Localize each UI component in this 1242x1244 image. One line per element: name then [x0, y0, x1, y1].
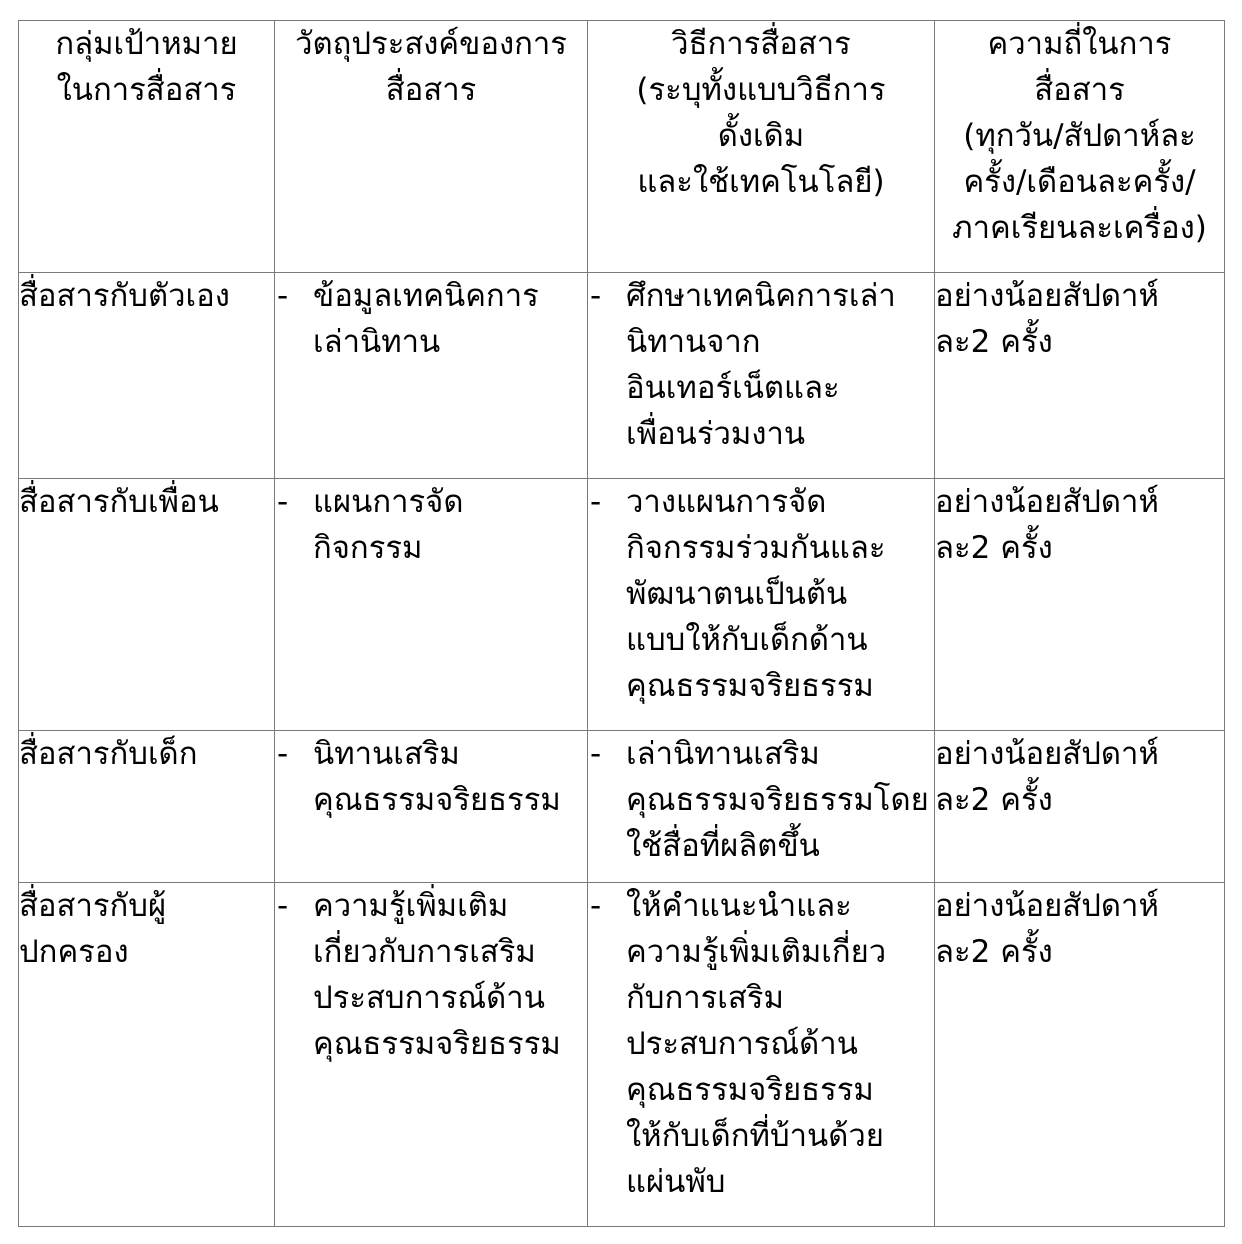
bullet-item: [275, 479, 587, 571]
target-cell: [19, 479, 275, 731]
cell-line: สื่อสารกับตัวเอง: [19, 278, 230, 314]
bullet-dash: -: [590, 888, 602, 924]
cell-line: แผ่นพับ: [626, 1164, 726, 1200]
cell-line: นิทานเสริม: [313, 736, 460, 772]
method-cell: [588, 273, 935, 479]
cell-line: คุณธรรมจริยธรรม: [313, 1026, 561, 1062]
cell-line: ศึกษาเทคนิคการเล่า: [626, 278, 896, 314]
header-line: วัตถุประสงค์ของการ: [295, 26, 567, 62]
header-line: ในการสื่อสาร: [56, 72, 237, 108]
cell-line: อย่างน้อยสัปดาห์: [935, 736, 1159, 772]
method-cell: [588, 479, 935, 731]
bullet-dash: -: [590, 278, 602, 314]
cell-line: อินเทอร์เน็ตและ: [626, 370, 840, 406]
cell-line: เล่านิทาน: [313, 324, 441, 360]
bullet-dash: -: [277, 888, 289, 924]
header-target-group: [19, 21, 275, 273]
cell-line: คุณธรรมจริยธรรม: [313, 782, 561, 818]
bullet-item: [275, 731, 587, 823]
cell-line: เกี่ยวกับการเสริม: [313, 934, 536, 970]
frequency-cell: [935, 273, 1225, 479]
cell-line: กิจกรรมร่วมกันและ: [626, 530, 886, 566]
table-row: [19, 273, 1225, 479]
cell-line: ละ2 ครั้ง: [935, 782, 1053, 818]
frequency-cell: [935, 479, 1225, 731]
cell-line: คุณธรรมจริยธรรม: [626, 1072, 874, 1108]
cell-line: ประสบการณ์ด้าน: [626, 1026, 858, 1062]
header-line: (ทุกวัน/สัปดาห์ละ: [963, 118, 1196, 154]
objective-cell: [275, 731, 588, 883]
header-line: (ระบุทั้งแบบวิธีการ: [636, 72, 886, 108]
cell-line: คุณธรรมจริยธรรมโดย: [626, 782, 929, 818]
target-cell: [19, 883, 275, 1227]
target-cell: [19, 731, 275, 883]
header-line: วิธีการสื่อสาร: [671, 26, 851, 62]
cell-line: พัฒนาตนเป็นต้น: [626, 576, 848, 612]
cell-line: แผนการจัด: [313, 484, 464, 520]
header-line: ความถี่ในการ: [987, 26, 1172, 62]
cell-line: ให้คำแนะนำและ: [626, 888, 852, 924]
communication-plan-table: [18, 20, 1225, 1227]
cell-line: อย่างน้อยสัปดาห์: [935, 888, 1159, 924]
bullet-item: [275, 273, 587, 365]
header-line: กลุ่มเป้าหมาย: [55, 26, 238, 62]
frequency-cell: [935, 883, 1225, 1227]
cell-line: ข้อมูลเทคนิคการ: [313, 278, 539, 314]
frequency-cell: [935, 731, 1225, 883]
cell-line: ประสบการณ์ด้าน: [313, 980, 545, 1016]
header-line: ครั้ง/เดือนละครั้ง/: [963, 164, 1196, 200]
bullet-dash: -: [277, 736, 289, 772]
cell-line: เพื่อนร่วมงาน: [626, 416, 806, 452]
cell-line: อย่างน้อยสัปดาห์: [935, 484, 1159, 520]
cell-line: สื่อสารกับเพื่อน: [19, 484, 219, 520]
bullet-dash: -: [590, 736, 602, 772]
cell-line: ให้กับเด็กที่บ้านด้วย: [626, 1118, 884, 1154]
target-cell: [19, 273, 275, 479]
objective-cell: [275, 479, 588, 731]
cell-line: ละ2 ครั้ง: [935, 324, 1053, 360]
header-line: ภาคเรียนละเครื่อง): [952, 210, 1207, 246]
cell-line: คุณธรรมจริยธรรม: [626, 668, 874, 704]
cell-line: ใช้สื่อที่ผลิตขึ้น: [626, 828, 820, 864]
header-frequency: [935, 21, 1225, 273]
header-line: และใช้เทคโนโลยี): [637, 164, 885, 200]
method-cell: [588, 731, 935, 883]
objective-cell: [275, 883, 588, 1227]
bullet-dash: -: [277, 278, 289, 314]
table-row: [19, 883, 1225, 1227]
header-line: ดั้งเดิม: [717, 118, 805, 154]
header-method: [588, 21, 935, 273]
cell-line: วางแผนการจัด: [626, 484, 827, 520]
bullet-item: [275, 883, 587, 1067]
cell-line: ละ2 ครั้ง: [935, 530, 1053, 566]
cell-line: ความรู้เพิ่มเติม: [313, 888, 509, 924]
cell-line: แบบให้กับเด็กด้าน: [626, 622, 868, 658]
bullet-dash: -: [590, 484, 602, 520]
bullet-item: [588, 273, 934, 457]
cell-line: นิทานจาก: [626, 324, 761, 360]
bullet-dash: -: [277, 484, 289, 520]
header-row: [19, 21, 1225, 273]
cell-line: กิจกรรม: [313, 530, 423, 566]
bullet-item: [588, 479, 934, 709]
objective-cell: [275, 273, 588, 479]
cell-line: ปกครอง: [19, 934, 129, 970]
cell-line: เล่านิทานเสริม: [626, 736, 820, 772]
cell-line: สื่อสารกับผู้: [19, 888, 167, 924]
table-row: [19, 479, 1225, 731]
header-objective: [275, 21, 588, 273]
bullet-item: [588, 731, 934, 869]
bullet-item: [588, 883, 934, 1205]
cell-line: สื่อสารกับเด็ก: [19, 736, 198, 772]
table-row: [19, 731, 1225, 883]
header-line: สื่อสาร: [385, 72, 477, 108]
cell-line: ความรู้เพิ่มเติมเกี่ยว: [626, 934, 887, 970]
cell-line: อย่างน้อยสัปดาห์: [935, 278, 1159, 314]
document-page: [18, 20, 1224, 1227]
method-cell: [588, 883, 935, 1227]
cell-line: กับการเสริม: [626, 980, 784, 1016]
header-line: สื่อสาร: [1034, 72, 1125, 108]
cell-line: ละ2 ครั้ง: [935, 934, 1053, 970]
